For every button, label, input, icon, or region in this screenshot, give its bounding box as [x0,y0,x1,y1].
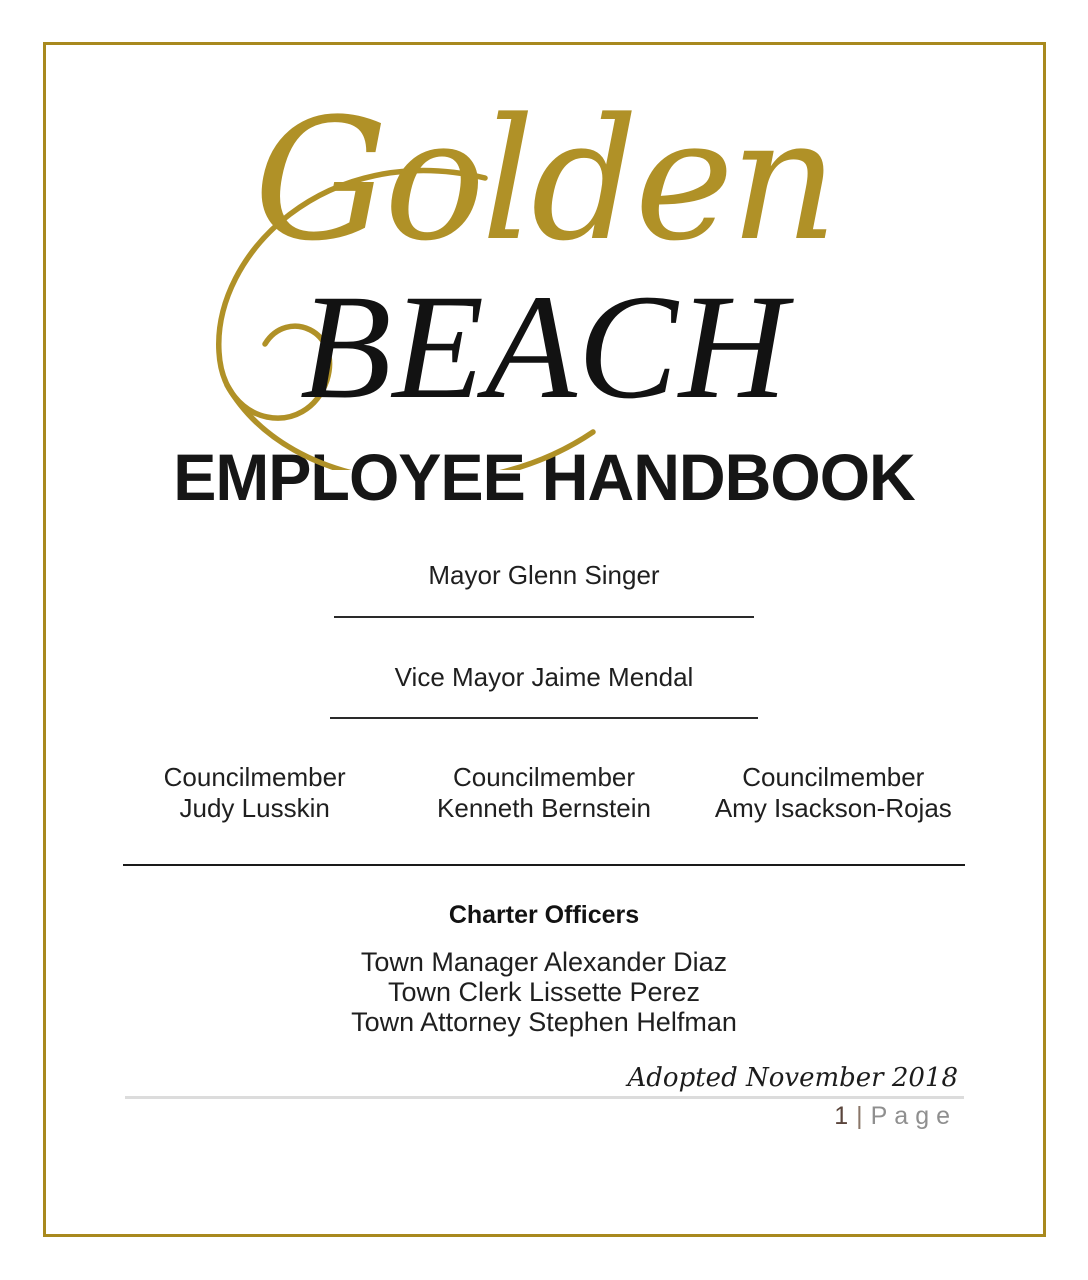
mayor-name: Mayor Glenn Singer [428,560,660,590]
page-number-value: 1 [834,1102,851,1130]
councilmember-title: Councilmember [163,762,346,792]
section-divider-line [123,864,965,866]
councilmembers-row [110,762,978,824]
councilmember-entry [399,762,688,824]
charter-officers-list [0,947,1088,1037]
officer-town-attorney: Town Attorney Stephen Helfman [351,1007,737,1037]
charter-officers-heading: Charter Officers [448,901,640,929]
councilmember-title: Councilmember [452,762,636,792]
logo-word-golden: Golden [253,82,835,278]
officer-town-manager: Town Manager Alexander Diaz [360,947,728,977]
officer-town-clerk: Town Clerk Lissette Perez [387,977,701,1007]
footer-line [125,1096,964,1099]
councilmember-entry [110,762,399,824]
page-number [834,1102,957,1131]
adopted-date: Adopted November 2018 [627,1063,958,1093]
councilmember-name: Amy Isackson-Rojas [714,793,952,823]
vice-mayor-name: Vice Mayor Jaime Mendal [394,662,694,692]
page-title: EMPLOYEE HANDBOOK [173,440,915,514]
page-number-divider: | [856,1102,865,1130]
divider-line-vice-mayor [330,717,758,719]
councilmember-title: Councilmember [742,762,925,792]
councilmember-entry [689,762,978,824]
councilmember-name: Judy Lusskin [179,793,330,823]
councilmember-name: Kenneth Bernstein [437,793,651,823]
logo-word-beach: BEACH [299,264,789,430]
divider-line-mayor [334,616,754,618]
page-number-label: Page [870,1102,957,1130]
